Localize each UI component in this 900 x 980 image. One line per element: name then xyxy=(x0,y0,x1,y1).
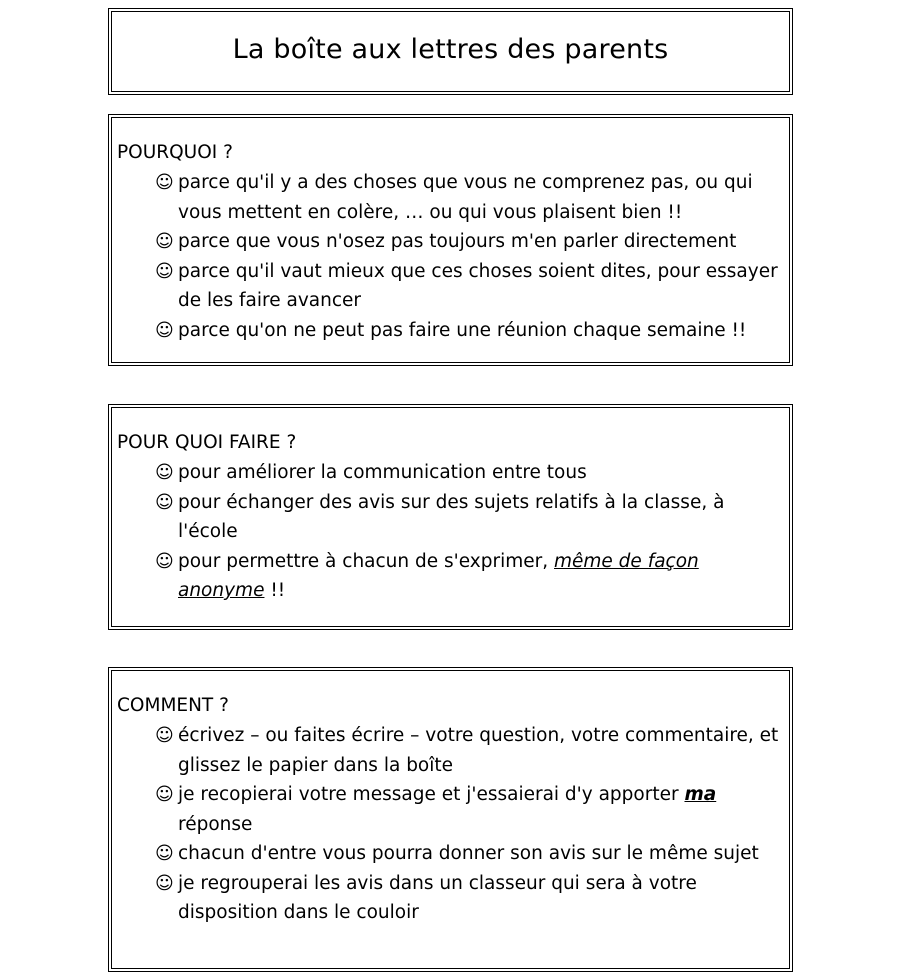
smiley-icon: ☺ xyxy=(155,843,174,864)
list-item xyxy=(155,721,789,780)
item-text: écrivez – ou faites écrire – votre question, votre commentaire, et glissez le papier dans la boîte xyxy=(178,725,779,776)
list-item xyxy=(155,547,789,606)
smiley-icon: ☺ xyxy=(155,231,174,252)
item-text: je recopierai votre message et j'essaierai d'y apporter xyxy=(178,784,685,805)
item-text: chacun d'entre vous pourra donner son avis sur le même sujet xyxy=(178,843,759,864)
item-text: pour améliorer la communication entre tous xyxy=(178,462,587,483)
list-item xyxy=(155,458,789,488)
smiley-icon: ☺ xyxy=(155,725,174,746)
page-title: La boîte aux lettres des parents xyxy=(232,34,669,65)
list-item xyxy=(155,869,789,928)
item-text: !! xyxy=(264,580,286,601)
section-pour-quoi-faire xyxy=(108,404,793,630)
smiley-icon: ☺ xyxy=(155,319,174,341)
section-heading: COMMENT ? xyxy=(117,695,229,716)
list-item xyxy=(155,257,789,316)
smiley-icon: ☺ xyxy=(155,872,174,894)
smiley-icon: ☺ xyxy=(155,550,174,572)
list-item xyxy=(155,227,789,257)
item-text: parce qu'on ne peut pas faire une réunion chaque semaine !! xyxy=(178,319,747,341)
bullet-list xyxy=(117,458,789,606)
section-pourquoi xyxy=(108,114,793,366)
list-item xyxy=(155,316,789,346)
item-text: pour échanger des avis sur des sujets relatifs à la classe, à l'école xyxy=(178,491,725,542)
section-comment xyxy=(108,667,793,972)
item-text: réponse xyxy=(178,813,253,835)
section-heading: POURQUOI ? xyxy=(117,142,233,163)
smiley-icon: ☺ xyxy=(155,462,174,483)
item-text: pour permettre à chacun de s'exprimer, xyxy=(178,550,554,572)
emphasis-text: même de façon anonyme xyxy=(178,550,699,601)
list-item xyxy=(155,839,789,869)
bullet-list xyxy=(117,721,789,928)
title-box xyxy=(108,8,793,95)
smiley-icon: ☺ xyxy=(155,491,174,513)
list-item xyxy=(155,488,789,547)
list-item xyxy=(155,780,789,839)
smiley-icon: ☺ xyxy=(155,260,174,282)
item-text: parce que vous n'osez pas toujours m'en parler directement xyxy=(178,231,737,252)
emphasis-text: ma xyxy=(684,784,717,805)
section-heading: POUR QUOI FAIRE ? xyxy=(117,432,297,453)
item-text: je regrouperai les avis dans un classeur qui sera à votre disposition dans le couloir xyxy=(178,872,697,923)
item-text: parce qu'il vaut mieux que ces choses soient dites, pour essayer de les faire avancer xyxy=(178,260,778,311)
smiley-icon: ☺ xyxy=(155,784,174,805)
list-item xyxy=(155,168,789,227)
item-text: parce qu'il y a des choses que vous ne comprenez pas, ou qui vous mettent en colère, … ou qui vous plaisent bien !! xyxy=(178,172,753,223)
smiley-icon: ☺ xyxy=(155,172,174,193)
bullet-list xyxy=(117,168,789,345)
